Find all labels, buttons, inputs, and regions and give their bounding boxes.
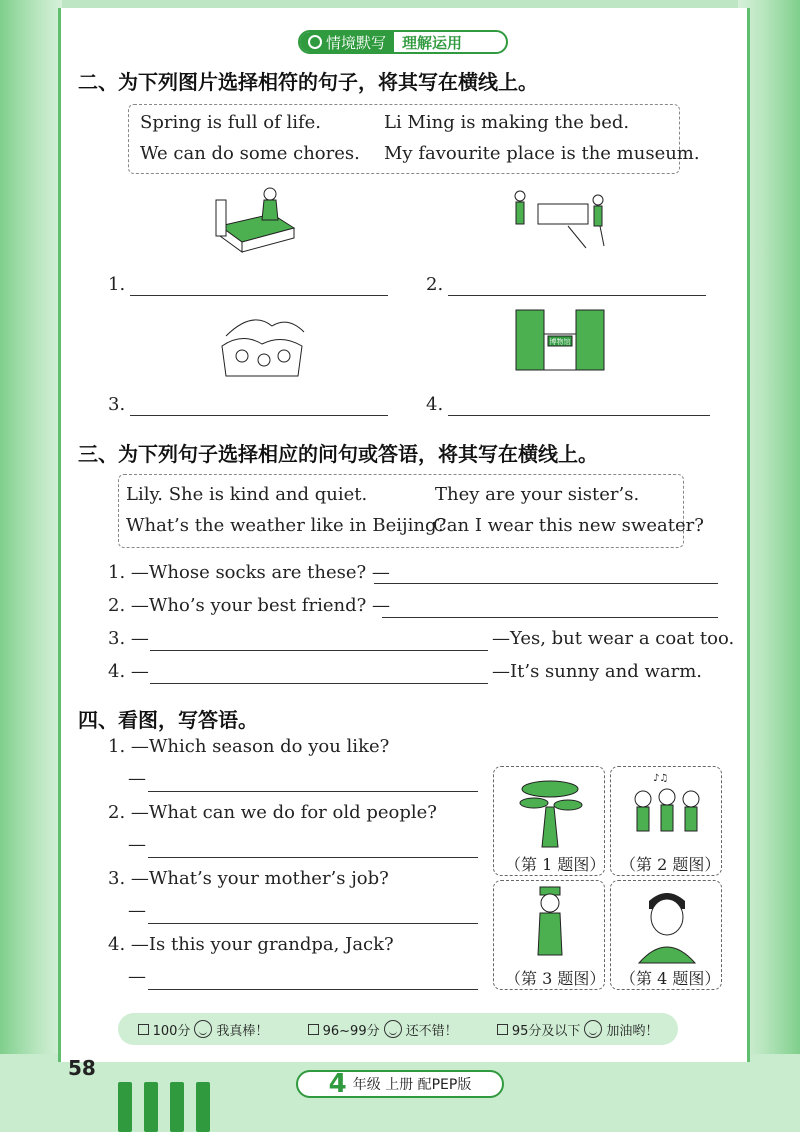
section3-question-4-prefix: 4. — xyxy=(108,661,149,682)
grade-number: 4 xyxy=(328,1069,347,1099)
section2-item-3-label: 3. xyxy=(108,394,126,415)
section3-option-4: Can I wear this new sweater? xyxy=(433,515,704,536)
section3-answer-1[interactable] xyxy=(374,582,718,584)
score-option-2-range: 96~99分 xyxy=(322,1023,380,1039)
score-option-3[interactable] xyxy=(497,1020,659,1039)
section4-dash-4: — xyxy=(128,966,146,987)
section4-answer-4[interactable] xyxy=(148,988,478,990)
section3-answer-3[interactable] xyxy=(150,649,488,651)
section3-title: 三、为下列句子选择相应的问句或答语，将其写在横线上。 xyxy=(78,442,598,466)
singing-children-picture xyxy=(613,771,721,851)
music-note-icon: ♪♫ xyxy=(653,773,669,784)
badge-left xyxy=(300,32,394,52)
grade-text: 年级 上册 配PEP版 xyxy=(352,1077,472,1093)
section4-question-1: 1. —Which season do you like? xyxy=(108,736,390,757)
section3-question-1: 1. —Whose socks are these? — xyxy=(108,562,390,583)
section2-answer-1[interactable] xyxy=(130,294,388,296)
section3-answer-4[interactable] xyxy=(150,682,488,684)
picture-4-caption: （第 4 题图） xyxy=(620,969,721,988)
score-option-1-range: 100分 xyxy=(152,1023,191,1039)
section4-question-2: 2. —What can we do for old people? xyxy=(108,802,437,823)
nurse-picture xyxy=(496,883,604,965)
section2-option-4: My favourite place is the museum. xyxy=(384,143,700,164)
section4-answer-1[interactable] xyxy=(148,790,478,792)
section2-option-1: Spring is full of life. xyxy=(140,112,322,133)
section2-item-1-label: 1. xyxy=(108,274,126,295)
section4-question-4: 4. —Is this your grandpa, Jack? xyxy=(108,934,394,955)
picture-3-caption: （第 3 题图） xyxy=(505,969,606,988)
section3-answer-2[interactable] xyxy=(382,616,718,618)
tree-picture xyxy=(496,771,604,851)
score-option-1-text: 我真棒！ xyxy=(216,1023,269,1039)
score-option-2[interactable] xyxy=(308,1020,458,1039)
self-assessment-bar xyxy=(118,1013,678,1045)
section2-title: 二、为下列图片选择相符的句子，将其写在横线上。 xyxy=(78,70,538,94)
checkbox-icon[interactable] xyxy=(308,1024,319,1035)
museum-picture xyxy=(512,306,608,376)
section2-answer-2[interactable] xyxy=(448,294,706,296)
making-bed-picture xyxy=(212,186,298,256)
score-option-2-text: 还不错！ xyxy=(405,1023,458,1039)
badge-right-label: 理解运用 xyxy=(402,33,463,52)
section4-answer-2[interactable] xyxy=(148,856,478,858)
section2-option-3: We can do some chores. xyxy=(140,143,360,164)
man-portrait-picture xyxy=(613,883,721,965)
grade-badge xyxy=(296,1070,504,1098)
smiley-face-icon xyxy=(384,1020,402,1038)
page-number: 58 xyxy=(68,1056,96,1080)
smiley-face-icon xyxy=(194,1020,212,1038)
picture-1-caption: （第 1 题图） xyxy=(505,855,606,874)
museum-sign-text: 博物馆 xyxy=(549,338,571,346)
section3-question-3-suffix: —Yes, but wear a coat too. xyxy=(492,628,735,649)
cheer-face-icon xyxy=(584,1020,602,1038)
chores-picture xyxy=(508,186,608,252)
section2-answer-4[interactable] xyxy=(448,414,710,416)
bottom-stripes xyxy=(118,1082,210,1132)
section3-question-4-suffix: —It’s sunny and warm. xyxy=(492,661,703,682)
section4-dash-2: — xyxy=(128,834,146,855)
clock-icon xyxy=(308,35,322,49)
section4-dash-3: — xyxy=(128,900,146,921)
section2-answer-3[interactable] xyxy=(130,414,388,416)
left-decoration xyxy=(0,0,62,1132)
section4-question-3: 3. —What’s your mother’s job? xyxy=(108,868,389,889)
checkbox-icon[interactable] xyxy=(138,1024,149,1035)
score-option-1[interactable] xyxy=(138,1020,269,1039)
score-option-3-range: 95分及以下 xyxy=(511,1023,581,1039)
section2-item-2-label: 2. xyxy=(426,274,444,295)
section3-question-3-prefix: 3. — xyxy=(108,628,149,649)
section3-option-2: They are your sister’s. xyxy=(435,484,640,505)
spring-picture xyxy=(212,306,308,384)
badge-left-label: 情境默写 xyxy=(326,33,387,52)
score-option-3-text: 加油哟！ xyxy=(606,1023,659,1039)
section3-question-2: 2. —Who’s your best friend? — xyxy=(108,595,390,616)
section4-title: 四、看图，写答语。 xyxy=(78,708,258,732)
section4-dash-1: — xyxy=(128,768,146,789)
section-badge xyxy=(298,30,508,54)
section3-option-3: What’s the weather like in Beijing? xyxy=(126,515,447,536)
section2-option-2: Li Ming is making the bed. xyxy=(384,112,630,133)
checkbox-icon[interactable] xyxy=(497,1024,508,1035)
section4-answer-3[interactable] xyxy=(148,922,478,924)
section2-item-4-label: 4. xyxy=(426,394,444,415)
picture-2-caption: （第 2 题图） xyxy=(620,855,721,874)
section3-option-1: Lily. She is kind and quiet. xyxy=(126,484,368,505)
